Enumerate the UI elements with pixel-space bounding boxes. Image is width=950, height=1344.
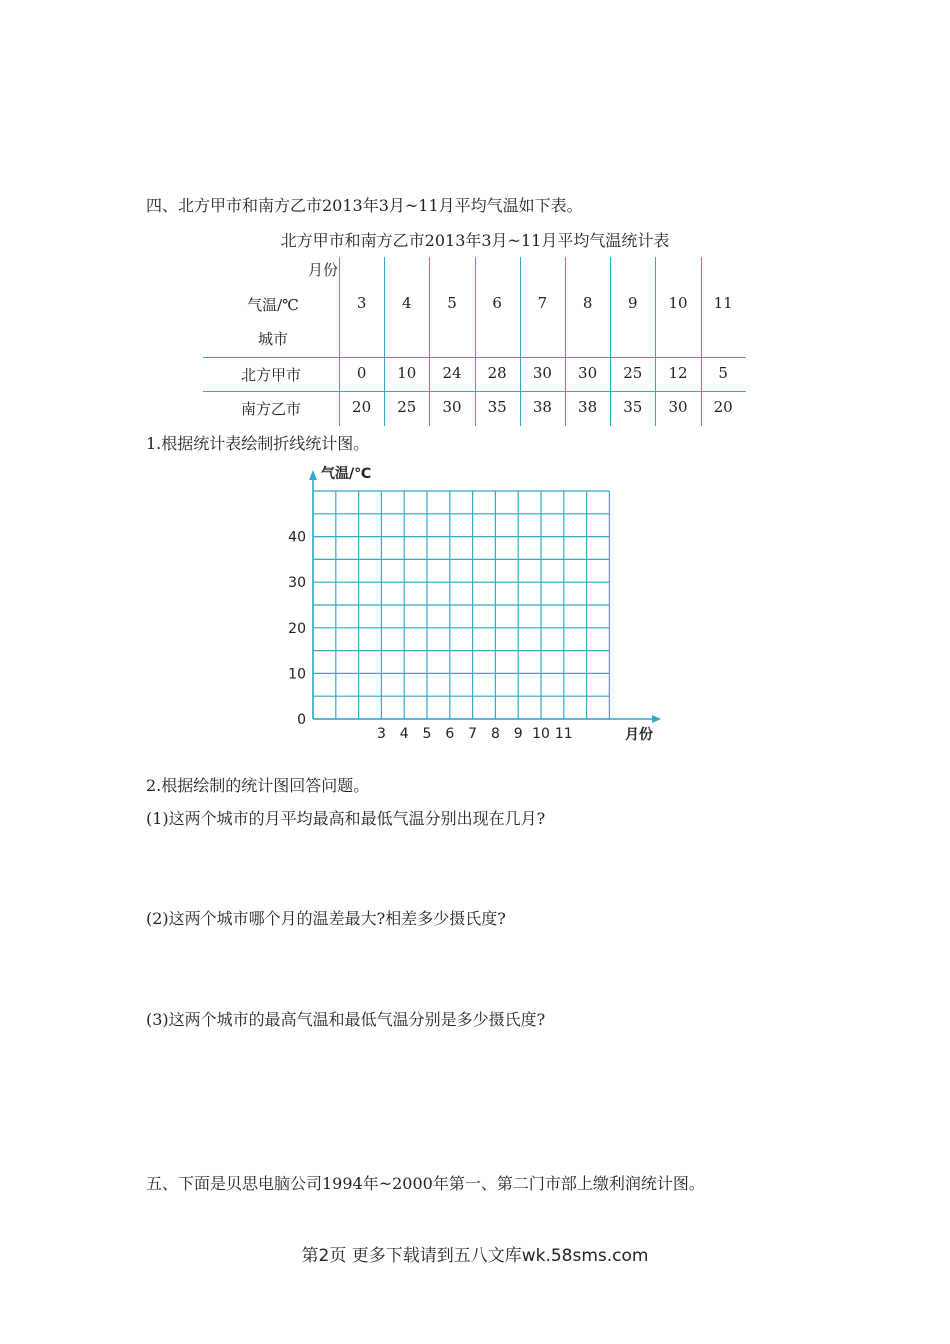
line-chart-grid — [280, 460, 680, 760]
temperature-value-cell: 30 — [668, 398, 688, 416]
month-header-cell: 3 — [356, 294, 367, 312]
page-footer: 第2页 更多下载请到五八文库wk.58sms.com — [301, 1246, 649, 1266]
temperature-value-cell: 20 — [713, 398, 733, 416]
month-header-cell: 4 — [402, 294, 412, 312]
section4-title: 四、北方甲市和南方乙市2013年3月~11月平均气温如下表。 — [146, 196, 583, 215]
y-axis-title: 气温/℃ — [321, 466, 372, 482]
header-city: 城市 — [257, 330, 288, 348]
x-tick-label: 6 — [445, 726, 455, 742]
question-2-2: (2)这两个城市哪个月的温差最大?相差多少摄氏度? — [146, 909, 506, 928]
temperature-value-cell: 35 — [487, 398, 507, 416]
y-axis-arrow — [309, 470, 317, 480]
temperature-value-cell: 0 — [356, 364, 367, 382]
temperature-value-cell: 30 — [578, 364, 598, 382]
month-header-cell: 11 — [713, 294, 733, 312]
question-2: 2.根据绘制的统计图回答问题。 — [146, 776, 370, 795]
temperature-value-cell: 20 — [352, 398, 372, 416]
question-1: 1.根据统计表绘制折线统计图。 — [146, 434, 370, 453]
temperature-value-cell: 28 — [487, 364, 507, 382]
x-tick-label: 10 — [532, 726, 550, 742]
header-temp: 气温/℃ — [247, 296, 299, 314]
temperature-value-cell: 12 — [668, 364, 688, 382]
month-header-cell: 5 — [447, 294, 457, 312]
table-caption: 北方甲市和南方乙市2013年3月~11月平均气温统计表 — [280, 231, 670, 250]
header-month: 月份 — [307, 261, 338, 279]
question-2-1: (1)这两个城市的月平均最高和最低气温分别出现在几月? — [146, 809, 546, 828]
temperature-value-cell: 24 — [442, 364, 462, 382]
month-header-cell: 6 — [492, 294, 502, 312]
temperature-value-cell: 25 — [623, 364, 643, 382]
x-tick-label: 9 — [513, 726, 523, 742]
month-header-cell: 9 — [628, 294, 638, 312]
temperature-value-cell: 5 — [718, 364, 728, 382]
temperature-value-cell: 10 — [397, 364, 417, 382]
temperature-value-cell: 35 — [623, 398, 643, 416]
x-axis-title: 月份 — [625, 727, 653, 743]
y-tick-label: 0 — [297, 712, 306, 728]
question-2-3: (3)这两个城市的最高气温和最低气温分别是多少摄氏度? — [146, 1010, 546, 1029]
temperature-table — [203, 257, 746, 424]
x-axis-arrow — [652, 715, 661, 723]
table-hline — [203, 391, 746, 392]
y-tick-label: 20 — [288, 620, 306, 637]
x-tick-label: 4 — [399, 726, 409, 742]
temperature-value-cell: 38 — [578, 398, 598, 416]
x-tick-label: 11 — [554, 726, 573, 742]
x-tick-label: 8 — [490, 726, 500, 742]
y-tick-label: 10 — [288, 666, 306, 683]
month-header-cell: 10 — [668, 294, 688, 312]
temperature-value-cell: 25 — [397, 398, 417, 416]
temperature-value-cell: 30 — [532, 364, 552, 382]
y-tick-label: 30 — [288, 575, 306, 592]
section5-title: 五、下面是贝思电脑公司1994年~2000年第一、第二门市部上缴利润统计图。 — [146, 1174, 705, 1193]
temperature-value-cell: 38 — [532, 398, 552, 416]
temperature-value-cell: 30 — [442, 398, 462, 416]
x-tick-label: 5 — [422, 726, 432, 742]
city-name-cell: 北方甲市 — [240, 366, 301, 384]
x-tick-label: 3 — [376, 726, 386, 742]
month-header-cell: 8 — [582, 294, 593, 312]
x-tick-label: 7 — [468, 726, 478, 742]
table-hline — [203, 357, 746, 358]
month-header-cell: 7 — [537, 294, 548, 312]
y-tick-label: 40 — [288, 529, 306, 546]
city-name-cell: 南方乙市 — [240, 400, 301, 418]
